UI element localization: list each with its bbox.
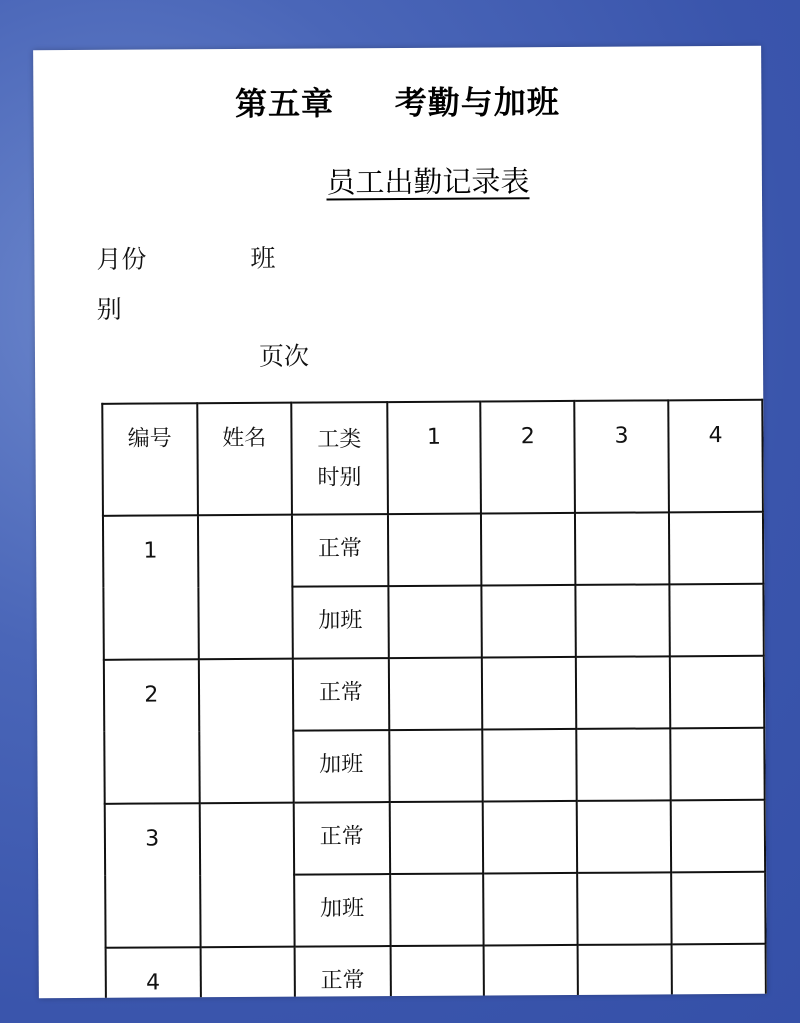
header-day-1: 1 — [387, 402, 482, 515]
header-id: 编号 — [102, 403, 197, 516]
table-row — [105, 800, 765, 876]
day-cell[interactable] — [388, 658, 482, 731]
day-cell[interactable] — [669, 512, 763, 585]
record-id-cell: 4 — [106, 947, 201, 998]
day-cell[interactable] — [389, 729, 483, 802]
day-cell[interactable] — [671, 872, 765, 945]
page-label: 页次 — [258, 341, 310, 371]
day-cell[interactable] — [672, 944, 766, 998]
table-header-row — [102, 400, 763, 516]
day-cell[interactable] — [388, 586, 482, 659]
chapter-title: 第五章 考勤与加班 — [234, 83, 560, 123]
record-id-cell: 3 — [105, 803, 200, 948]
type-normal-cell: 正常 — [295, 946, 391, 998]
day-cell[interactable] — [576, 584, 670, 657]
day-cell[interactable] — [387, 514, 481, 587]
day-cell[interactable] — [577, 800, 671, 873]
day-cell[interactable] — [671, 800, 765, 873]
table-row — [106, 944, 766, 998]
form-title: 员工出勤记录表 — [326, 164, 530, 200]
attendance-table — [101, 399, 767, 998]
day-cell[interactable] — [670, 728, 764, 801]
class-label-continued: 别 — [96, 294, 122, 324]
day-cell[interactable] — [575, 512, 669, 585]
type-normal-cell: 正常 — [292, 514, 388, 587]
type-overtime-cell: 加班 — [294, 874, 390, 947]
day-cell[interactable] — [482, 657, 576, 730]
day-cell[interactable] — [670, 656, 764, 729]
day-cell[interactable] — [390, 945, 484, 998]
class-label: 班 — [250, 243, 276, 273]
day-cell[interactable] — [481, 513, 575, 586]
header-day-4: 4 — [668, 400, 763, 513]
day-cell[interactable] — [390, 873, 484, 946]
day-cell[interactable] — [484, 873, 578, 946]
header-day-2: 2 — [481, 401, 576, 514]
day-cell[interactable] — [577, 728, 671, 801]
day-cell[interactable] — [576, 656, 670, 729]
header-type: 工类 时别 — [291, 402, 387, 515]
day-cell[interactable] — [578, 944, 672, 998]
type-normal-cell: 正常 — [293, 658, 389, 731]
table-row — [104, 656, 764, 732]
type-normal-cell: 正常 — [294, 802, 390, 875]
day-cell[interactable] — [482, 585, 576, 658]
record-name-cell[interactable] — [199, 803, 294, 948]
day-cell[interactable] — [484, 945, 578, 998]
header-name: 姓名 — [197, 403, 292, 516]
day-cell[interactable] — [483, 729, 577, 802]
type-overtime-cell: 加班 — [293, 730, 389, 803]
day-cell[interactable] — [577, 872, 671, 945]
record-id-cell: 1 — [103, 515, 198, 660]
record-id-cell: 2 — [104, 659, 199, 804]
day-cell[interactable] — [389, 801, 483, 874]
record-name-cell[interactable] — [200, 947, 295, 999]
document-page — [33, 46, 767, 998]
table-row — [103, 512, 763, 588]
day-cell[interactable] — [669, 584, 763, 657]
header-day-3: 3 — [574, 400, 669, 513]
record-name-cell[interactable] — [198, 659, 293, 804]
record-name-cell[interactable] — [197, 515, 292, 660]
month-label: 月份 — [96, 244, 147, 274]
type-overtime-cell: 加班 — [292, 586, 388, 659]
day-cell[interactable] — [483, 801, 577, 874]
